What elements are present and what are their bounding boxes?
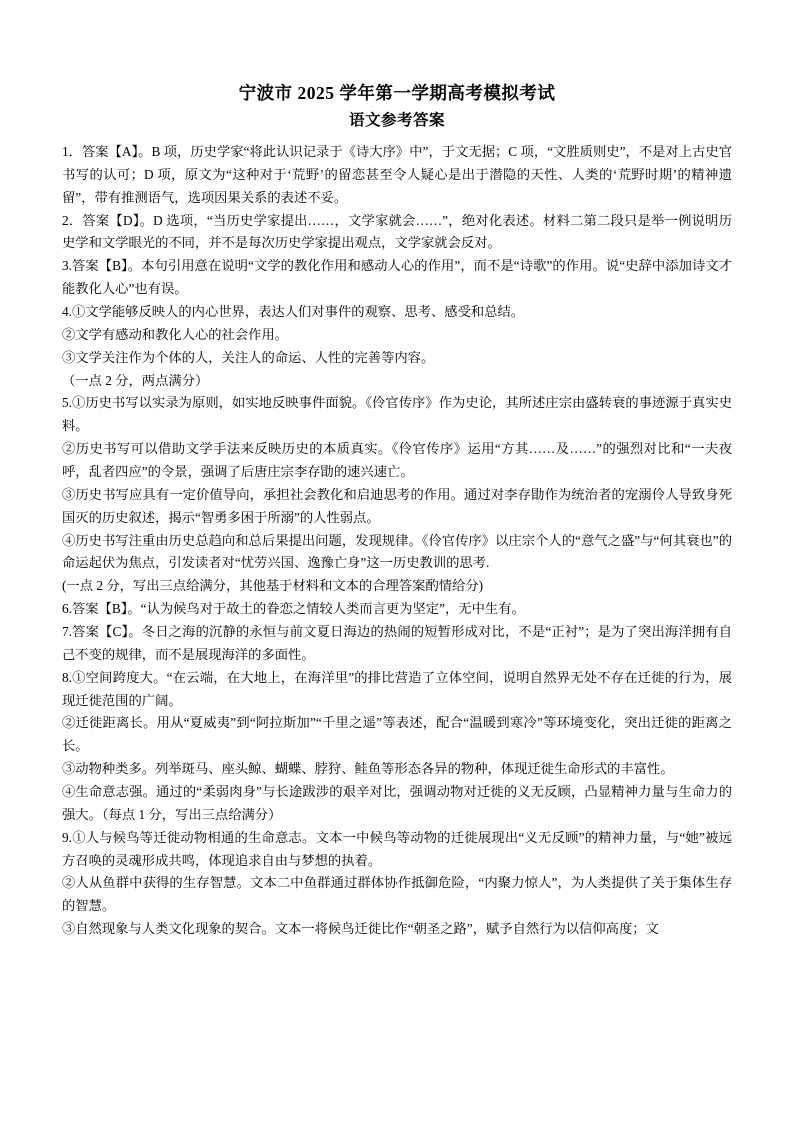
answer-paragraph-13: 6.答案【B】。“认为候鸟对于故土的眷恋之情较人类而言更为坚定”，无中生有。	[62, 601, 525, 617]
answer-paragraph-1: 1．答案【A】。B 项，历史学家“将此认识记录于《诗大序》中”，于文无据；C 项，“文胜质则史”，不是对上古史官书写的认可；D 项，原文为“这种对于‘荒野’的留恋甚至令人疑心是出于潜隐的天性、人类的‘荒野时期’的精神遗留”，带有推测语气，选项因果关系的表述不妥。	[62, 143, 732, 205]
answer-paragraph-19: 9.①人与候鸟等迁徙动物相通的生命意志。文本一中候鸟等动物的迁徙展现出“义无反顾”的精神力量，与“她”被远方召唤的灵魂形成共鸣，体现追求自由与梦想的执着。	[62, 829, 732, 868]
answer-paragraph-17: ③动物种类多。列举斑马、座头鲸、蝴蝶、脖狩、鲑鱼等形态各异的物种，体现迁徙生命形式的丰富性。	[62, 761, 674, 777]
answer-paragraph-6: ③文学关注作为个体的人，关注人的命运、人性的完善等内容。	[62, 349, 435, 365]
answer-paragraph-10: ③历史书写应具有一定价值导向，承担社会教化和启迪思考的作用。通过对李存勖作为统治者的宠溺伶人导致身死国灭的历史叙述，揭示“智勇多困于所溺”的人性弱点。	[62, 486, 732, 525]
answer-body	[62, 141, 732, 941]
answer-paragraph-3: 3.答案【B】。本句引用意在说明“文学的教化作用和感动人心的作用”，而不是“诗歌”的作用。说“史辞中添加诗文才能教化人心”也有误。	[62, 258, 732, 297]
answer-paragraph-7: （一点 2 分，两点满分）	[62, 372, 209, 388]
answer-paragraph-15: 8.①空间跨度大。“在云端，在大地上，在海洋里”的排比营造了立体空间，说明自然界无处不存在迁徙的行为，展现迁徙范围的广阔。	[62, 669, 732, 708]
answer-paragraph-2: 2．答案【D】。D 选项，“当历史学家提出……，文学家就会……”，绝对化表述。材料二第二段只是举一例说明历史学和文学眼光的不同，并不是每次历史学家提出观点，文学家就会反对。	[62, 212, 732, 251]
answer-paragraph-4: 4.①文学能够反映人的内心世界，表达人们对事件的观察、思考、感受和总结。	[62, 303, 525, 319]
answer-paragraph-9: ②历史书写可以借助文学手法来反映历史的本质真实。《伶官传序》运用“方其……及……”的强烈对比和“一夫夜呼，乱者四应”的令景，强调了后唐庄宗李存勖的速兴速亡。	[62, 441, 732, 479]
answer-paragraph-16: ②迁徙距离长。用从“夏威夷”到“阿拉斯加”“千里之遥”等表述，配合“温暖到寒冷”等环境变化，突出迁徙的距离之长。	[62, 715, 732, 754]
answer-paragraph-11: ④历史书写注重由历史总趋向和总后果提出问题，发现规律。《伶官传序》以庄宗个人的“意气之盛”与“何其衰也”的命运起伏为焦点，引发读者对“忧劳兴国、逸豫亡身”这一历史教训的思考.	[62, 532, 732, 571]
page-subtitle: 语文参考答案	[348, 112, 445, 130]
answer-paragraph-14: 7.答案【C】。冬日之海的沉静的永恒与前文夏日海边的热闹的短暂形成对比，不是“正衬”；是为了突出海洋拥有自己不变的规律，而不是展现海洋的多面性。	[62, 623, 732, 662]
page-title: 宁波市 2025 学年第一学期高考模拟考试	[238, 83, 556, 103]
answer-paragraph-20: ②人从鱼群中获得的生存智慧。文本二中鱼群通过群体协作抵御危险，“内聚力惊人”，为人类提供了关于集体生存的智慧。	[62, 875, 732, 914]
answer-paragraph-18: ④生命意志强。通过的“柔弱肉身”与长途跋涉的艰辛对比，强调动物对迁徙的义无反顾，凸显精神力量与生命力的强大。（每点 1 分，写出三点给满分）	[62, 784, 732, 822]
answer-paragraph-12: (一点 2 分，写出三点给满分，其他基于材料和文本的合理答案酌情给分)	[62, 578, 484, 594]
answer-paragraph-5: ②文学有感动和教化人心的社会作用。	[62, 326, 289, 342]
answer-paragraph-21: ③自然现象与人类文化现象的契合。文本一将候鸟迁徙比作“朝圣之路”，赋予自然行为以信仰高度；文	[62, 921, 659, 937]
answer-paragraph-8: 5.①历史书写以实录为原则，如实地反映事件面貌。《伶官传序》作为史论，其所述庄宗由盛转衰的事迹源于真实史料。	[62, 395, 732, 434]
